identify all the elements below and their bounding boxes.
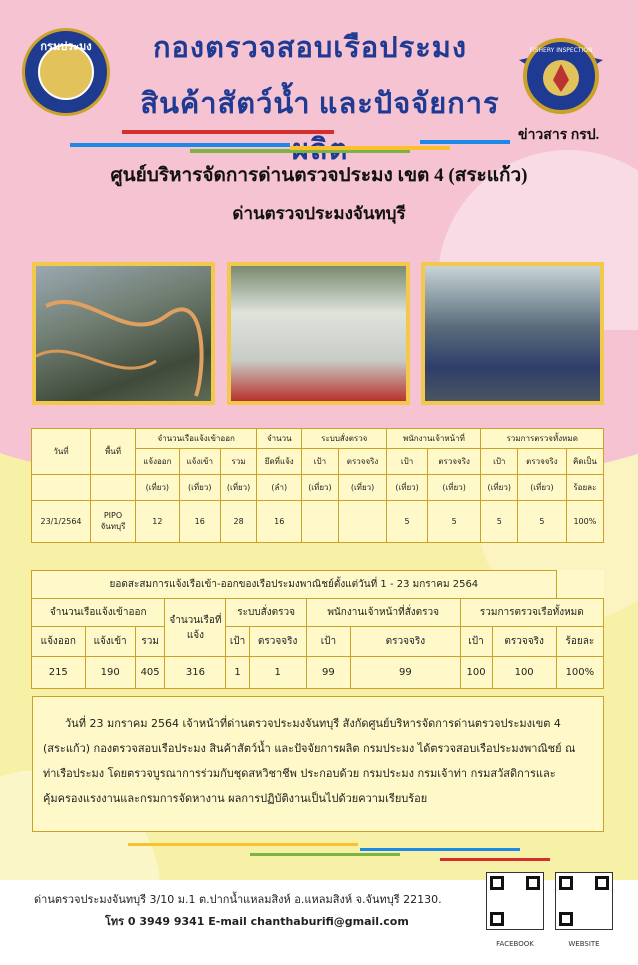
sub-header: แจ้งเข้า — [179, 449, 220, 475]
website-label: WEBSITE — [568, 940, 600, 948]
website-qr-code[interactable] — [555, 872, 613, 930]
unit-cell: (เที่ยว) — [136, 475, 180, 501]
cell-date: 23/1/2564 — [32, 501, 91, 543]
sub-header: เป้า — [226, 627, 249, 657]
cell: 28 — [220, 501, 257, 543]
sub-header: ยึดที่แจ้ง — [257, 449, 302, 475]
footer-contact: โทร 0 3949 9341 E-mail chanthaburifi@gmail.com — [105, 915, 409, 928]
cell: 1 — [226, 657, 249, 689]
sub-header: เป้า — [306, 627, 350, 657]
cell: 405 — [135, 657, 165, 689]
fishery-inspection-logo — [515, 30, 607, 122]
cell: 190 — [85, 657, 135, 689]
fish-catch-photo — [227, 262, 410, 405]
header-area: พื้นที่ — [91, 429, 136, 475]
sub-header: รวม — [220, 449, 257, 475]
table-caption: ยอดสะสมการแจ้งเรือเข้า-ออกของเรือประมงพาณิชย์ตั้งแต่วันที่ 1 - 23 มกราคม 2564 — [32, 571, 557, 599]
cell: 100% — [566, 501, 603, 543]
cell: 99 — [306, 657, 350, 689]
cell: 1 — [249, 657, 306, 689]
subtitle-center: ศูนย์บริหารจัดการด่านตรวจประมง เขต 4 (สระแก้ว) — [110, 165, 528, 186]
cell-area: PIPO จันทบุรี — [91, 501, 136, 543]
report-paragraph: วันที่ 23 มกราคม 2564 เจ้าหน้าที่ด่านตรวจประมงจันทบุรี สังกัดศูนย์บริหารจัดการด่านตรวจประมงเขต 4 (สระแก้ว) กองตรวจสอบเรือประมง สินค้าสัตว์น้ำ และปัจจัยการผลิต กรมประมง ได้ตรวจสอบเรือประมงพาณิชย์ ณ ท่าเรือประมง โดยตรวจบูรณาการร่วมกับชุดสหวิชาชีพ ประกอบด้วย กรมประมง กรมเจ้าท่า กรมสวัสดิการและคุ้มครองแรงงานและกรมการจัดหางาน ผลการปฏิบัติงานเป็นไปด้วยความเรียบร้อย — [32, 696, 604, 832]
cell: 5 — [387, 501, 427, 543]
cell: 5 — [427, 501, 481, 543]
table-row — [32, 657, 604, 689]
sub-header: ตรวจจริง — [351, 627, 461, 657]
cell: 5 — [481, 501, 518, 543]
cell: 100% — [556, 657, 603, 689]
cell: 100 — [492, 657, 556, 689]
divider-red — [440, 858, 550, 861]
unit-cell: (เที่ยว) — [179, 475, 220, 501]
cumulative-inspection-table — [31, 570, 604, 689]
inspection-officers-photo — [421, 262, 604, 405]
logo-right-text: FISHERY INSPECTION — [529, 47, 593, 54]
unit-cell: (เที่ยว) — [338, 475, 387, 501]
logo-left-text: กรมประมง — [40, 40, 92, 53]
unit-cell: (เที่ยว) — [387, 475, 427, 501]
group-header: ระบบสั่งตรวจ — [302, 429, 387, 449]
sub-header: ตรวจจริง — [492, 627, 556, 657]
divider-green — [250, 853, 400, 856]
divider-blue — [420, 140, 510, 144]
group-header: พนักงานเจ้าหน้าที่สั่งตรวจ — [306, 599, 460, 627]
sub-header: ตรวจจริง — [338, 449, 387, 475]
cell: 16 — [179, 501, 220, 543]
footer-address: ด่านตรวจประมงจันทบุรี 3/10 ม.1 ต.ปากน้ำแหลมสิงห์ อ.แหลมสิงห์ จ.จันทบุรี 22130. — [34, 893, 442, 906]
facebook-qr-code[interactable] — [486, 872, 544, 930]
group-header: พนักงานเจ้าหน้าที่ — [387, 429, 481, 449]
cell: 215 — [32, 657, 86, 689]
table-row — [32, 501, 604, 543]
sub-header: ตรวจจริง — [249, 627, 306, 657]
sub-header: เป้า — [302, 449, 339, 475]
group-header: จำนวนเรือแจ้งเข้าออก — [32, 599, 165, 627]
sub-header: คิดเป็น — [566, 449, 603, 475]
cell: 16 — [257, 501, 302, 543]
cell: 99 — [351, 657, 461, 689]
page-title-line2: สินค้าสัตว์น้ำ และปัจจัยการ — [140, 88, 500, 120]
daily-inspection-table — [31, 428, 604, 543]
cell: 316 — [165, 657, 226, 689]
unit-cell: (เที่ยว) — [302, 475, 339, 501]
sub-header: แจ้งออก — [136, 449, 180, 475]
sub-header: แจ้งออก — [32, 627, 86, 657]
cell: 12 — [136, 501, 180, 543]
group-header: จำนวนเรือที่แจ้ง — [165, 599, 226, 657]
sub-header: เป้า — [387, 449, 427, 475]
unit-cell: (เที่ยว) — [220, 475, 257, 501]
sub-header: ตรวจจริง — [427, 449, 481, 475]
unit-cell: (เที่ยว) — [481, 475, 518, 501]
cell — [338, 501, 387, 543]
unit-cell: (ลำ) — [257, 475, 302, 501]
divider-red — [122, 130, 334, 134]
rope-decor — [36, 266, 211, 401]
cell — [302, 501, 339, 543]
facebook-label: FACEBOOK — [496, 940, 534, 948]
news-label: ข่าวสาร กรป. — [518, 128, 600, 143]
group-header: รวมการตรวจเรือทั้งหมด — [460, 599, 603, 627]
header-date: วันที่ — [32, 429, 91, 475]
department-of-fisheries-logo — [22, 28, 110, 116]
group-header: ระบบสั่งตรวจ — [226, 599, 306, 627]
cell: 100 — [460, 657, 492, 689]
cell: 5 — [518, 501, 567, 543]
divider-yellow — [290, 146, 450, 150]
sub-header: รวม — [135, 627, 165, 657]
sub-header: เป้า — [481, 449, 518, 475]
group-header: จำนวนเรือแจ้งเข้าออก — [136, 429, 257, 449]
group-header: รวมการตรวจทั้งหมด — [481, 429, 604, 449]
divider-blue — [360, 848, 520, 851]
divider-blue — [70, 143, 290, 147]
divider-yellow — [128, 843, 358, 846]
fishing-net-photo — [32, 262, 215, 405]
sub-header: ร้อยละ — [556, 627, 603, 657]
sub-header: แจ้งเข้า — [85, 627, 135, 657]
group-header: จำนวน — [257, 429, 302, 449]
unit-cell: ร้อยละ — [566, 475, 603, 501]
sub-header: เป้า — [460, 627, 492, 657]
unit-cell: (เที่ยว) — [427, 475, 481, 501]
subtitle-checkpoint: ด่านตรวจประมงจันทบุรี — [232, 204, 406, 223]
page-title: กองตรวจสอบเรือประมง — [152, 32, 468, 64]
sub-header: ตรวจจริง — [518, 449, 567, 475]
unit-cell: (เที่ยว) — [518, 475, 567, 501]
